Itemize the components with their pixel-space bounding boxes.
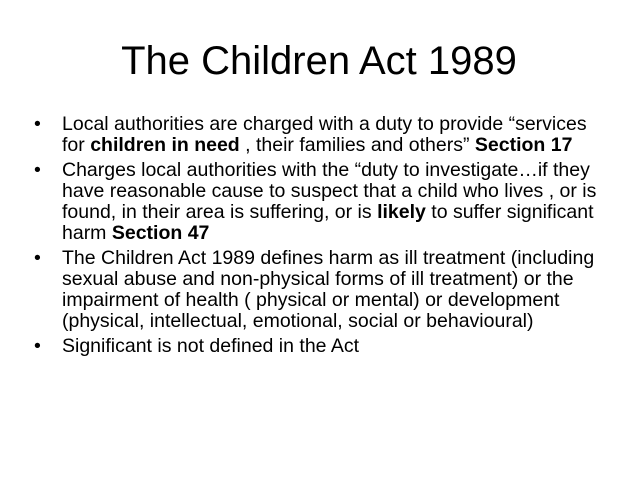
bold-phrase: likely bbox=[377, 201, 426, 223]
bullet-text: Charges local authorities with the “duty to investigate…if they have reasonable cause to suspect that a child who lives , or is found, in their area is suffering, or is likely to suffer significant harm Section 47 bbox=[62, 159, 597, 244]
bullet-text: The Children Act 1989 defines harm as ill treatment (including sexual abuse and non-physical forms of ill treatment) or the impairment of health ( physical or mental) or development (physical, intellectual, emotional, social or behavioural) bbox=[62, 247, 595, 332]
bold-phrase: children in need bbox=[90, 134, 240, 156]
bullet-icon: • bbox=[34, 113, 41, 135]
bullet-icon: • bbox=[34, 247, 41, 269]
bullet-item-section-47 bbox=[34, 160, 614, 244]
bullet-list bbox=[34, 114, 614, 361]
slide-title: The Children Act 1989 bbox=[121, 39, 517, 83]
bullet-text: Significant is not defined in the Act bbox=[62, 335, 360, 357]
bullet-icon: • bbox=[34, 159, 41, 181]
section-reference: Section 17 bbox=[474, 134, 573, 156]
bullet-text: Local authorities are charged with a duty to provide “services for children in need , their families and others” Section 17 bbox=[62, 113, 587, 156]
bullet-item-section-17 bbox=[34, 114, 614, 156]
section-reference: Section 47 bbox=[111, 222, 210, 244]
bullet-icon: • bbox=[34, 335, 41, 357]
bullet-item-significant bbox=[34, 336, 614, 357]
bullet-item-harm-definition bbox=[34, 248, 614, 332]
